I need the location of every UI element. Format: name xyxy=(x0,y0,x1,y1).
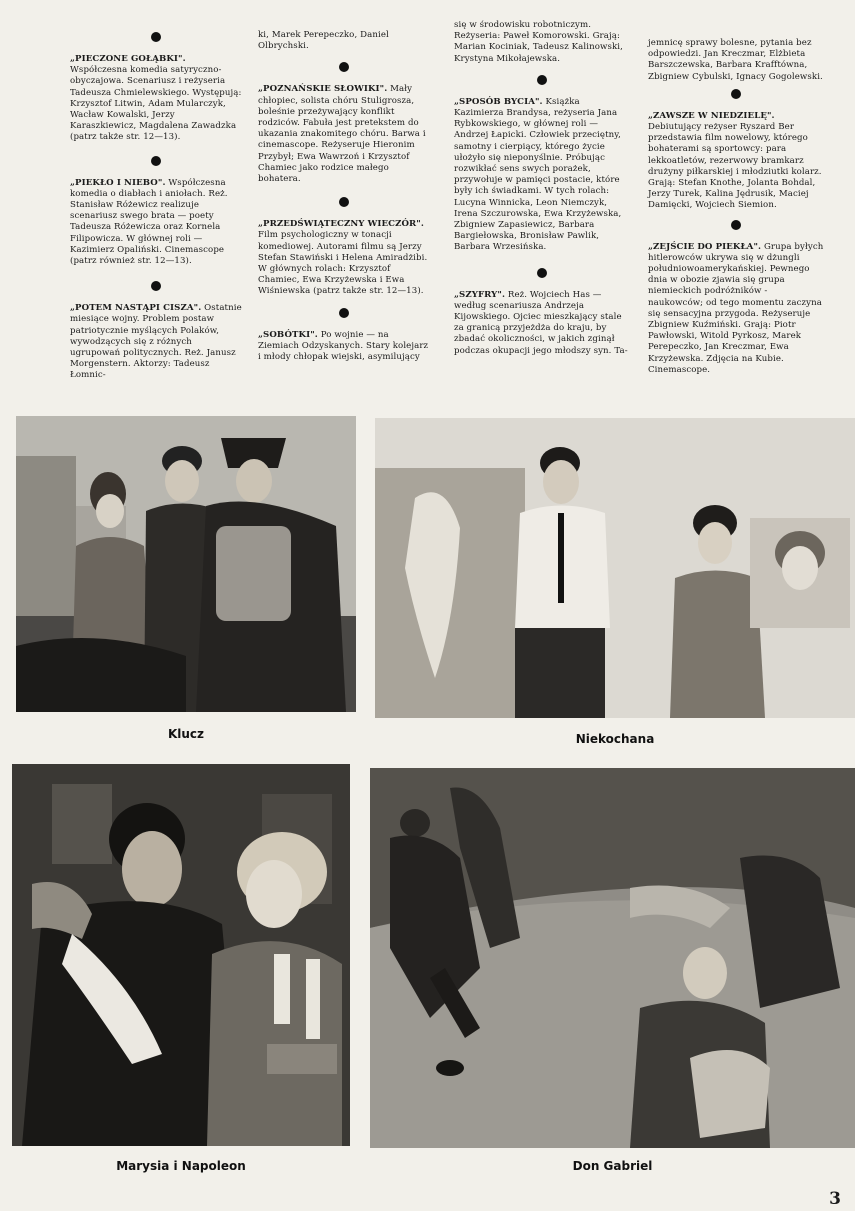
bullet-dot xyxy=(151,156,161,166)
film-entry xyxy=(258,219,430,297)
photo-caption: Klucz xyxy=(167,727,205,741)
bullet-dot xyxy=(537,268,547,278)
still-photo-klucz xyxy=(16,416,356,712)
bullet-dot xyxy=(339,308,349,318)
bullet-dot xyxy=(151,32,161,42)
film-entry xyxy=(454,97,630,254)
bullet-dot xyxy=(731,220,741,230)
continued-text: ki, Marek Perepeczko, Daniel Olbrychski. xyxy=(258,30,389,52)
film-title: „PIEKŁO I NIEBO". xyxy=(70,177,166,188)
text-column-3 xyxy=(454,20,630,357)
bullet-dot xyxy=(537,75,547,85)
film-entry xyxy=(70,54,242,144)
still-photo-niekochana xyxy=(375,418,855,718)
text-column-1 xyxy=(70,28,242,382)
still-photo-don-gabriel xyxy=(370,768,855,1148)
film-description: Ostatnie miesiące wojny. Problem postaw patriotycznie myślących Polaków, wywodzących się z różnych ugrupowań politycznych. Reż. Janusz Morgenstern. Aktorzy: Tadeusz Łomnic- xyxy=(70,303,242,381)
film-title: „SZYFRY". xyxy=(454,289,506,300)
photo-caption: Marysia i Napoleon xyxy=(116,1159,246,1173)
film-entry xyxy=(648,242,824,376)
page-number: 3 xyxy=(829,1189,841,1209)
film-title: „PRZEDŚWIĄTECZNY WIECZÓR". xyxy=(258,219,424,230)
film-title: „POZNAŃSKIE SŁOWIKI". xyxy=(258,84,388,95)
continued-text: jemnicę sprawy bolesne, pytania bez odpowiedzi. Jan Kreczmar, Elżbieta Barszczewska, Barbara Krafftówna, Zbigniew Cybulski, Ignacy Gogolewski. xyxy=(648,38,823,82)
film-title: „ZEJŚCIE DO PIEKŁA". xyxy=(648,241,762,252)
bullet-dot xyxy=(151,281,161,291)
film-description: Współczesna komedia satyryczno-obyczajowa. Scenariusz i reżyseria Tadeusza Chmielewskiego. Występują: Krzysztof Litwin, Adam Mularczyk, Wacław Kowalski, Jerzy Karaszkiewicz, Magdalena Zawadzka (patrz także str. 12—13). xyxy=(70,65,242,143)
text-column-4 xyxy=(648,38,824,376)
continued-text: się w środowisku robotniczym. Reżyseria: Paweł Komorowski. Grają: Marian Kociniak, Tadeusz Kalinowski, Krystyna Mikołajewska. xyxy=(454,20,623,64)
photo-caption: Don Gabriel xyxy=(572,1159,653,1173)
film-title: „SOBÓTKI". xyxy=(258,329,318,340)
film-description: Książka Kazimierza Brandysa, reżyseria Jana Rybkowskiego, w głównej roli — Andrzej Łapicki. Człowiek przeciętny, samotny i cierpiący, którego życie ułożyło się nieponyślnie. Próbując rozwikłać sens swych porażek, przywołuje w pamięci postacie, które były ich świadkami. W tych rolach: Lucyna Winnicka, Leon Niemczyk, Irena Szczurowska, Ewa Krzyżewska, Zbigniew Zapasiewicz, Barbara Bargiełowska, Bronisław Pawlik, Barbara Wrzesińska. xyxy=(454,96,622,253)
film-description: Debiutujący reżyser Ryszard Ber przedstawia film nowelowy, którego bohaterami są sportowcy: para lekkoatletów, rezerwowy bramkarz drużyny piłkarskiej i młodziutki kolarz. Grają: Stefan Knothe, Jolanta Bohdal, Jerzy Turek, Kalina Jędrusik, Maciej Damięcki, Wojciech Siemion. xyxy=(648,122,822,211)
film-title: „PIECZONE GOŁĄBKI". xyxy=(70,54,186,64)
film-entry xyxy=(454,290,630,357)
film-description: Film psychologiczny w tonacji komediowej. Autorami filmu są Jerzy Stefan Stawiński i Helena Amiradżibi. W głównych rolach: Krzysztof Chamiec, Ewa Krzyżewska i Ewa Wiśniewska (patrz także str. 12—13). xyxy=(258,230,428,297)
bullet-dot xyxy=(339,197,349,207)
film-description: Grupa byłych hitlerowców ukrywa się w dżungli południowoamerykańskiej. Pewnego dnia w obozie zjawia się grupa niemieckich podróżników - naukowców; od tego momentu zaczyna się sensacyjna przygoda. Reżyseruje Zbigniew Kuźmiński. Grają: Piotr Pawłowski, Witold Pyrkosz, Marek Perepeczko, Jan Kreczmar, Ewa Krzyżewska. Zdjęcia na Kubie. Cinemascope. xyxy=(648,241,824,375)
film-entry xyxy=(258,84,430,185)
film-title: „SPOSÓB BYCIA". xyxy=(454,96,543,107)
film-title: „ZAWSZE W NIEDZIELĘ". xyxy=(648,110,775,121)
still-photo-marysia-i-napoleon xyxy=(12,764,350,1146)
bullet-dot xyxy=(731,89,741,99)
film-description: Po wojnie — na Ziemiach Odzyskanych. Stary kolejarz i młody chłopak wiejski, asymilujący xyxy=(258,329,429,363)
film-description: Współczesna komedia o diabłach i aniołach. Reż. Stanisław Różewicz realizuje scenariusz swego brata — poety Tadeusza Różewicza oraz Kornela Filipowicza. W głównej roli — Kazimierz Opaliński. Cinemascope (patrz również str. 12—13). xyxy=(70,177,228,267)
text-column-2 xyxy=(258,30,430,363)
film-title: „POTEM NASTĄPI CISZA". xyxy=(70,303,202,314)
film-entry xyxy=(648,111,824,212)
film-description: Mały chłopiec, solista chóru Stuligrosza, boleśnie przeżywający konflikt rodziców. Fabuła jest pretekstem do ukazania znakomitego chóru. Barwa i cinemascope. Reżyseruje Hieronim Przybył; Ewa Wawrzoń i Krzysztof Chamiec jako rodzice małego bohatera. xyxy=(258,84,426,185)
film-entry xyxy=(258,330,430,364)
film-description: Reż. Wojciech Has — według scenariusza Andrzeja Kijowskiego. Ojciec mieszkający stale za granicą przyjeżdża do kraju, by zbadać okoliczności, w jakich zginął podczas okupacji jego młodszy syn. Ta- xyxy=(454,289,628,356)
film-entry xyxy=(70,303,242,381)
bullet-dot xyxy=(339,62,349,72)
photo-caption: Niekochana xyxy=(575,732,655,746)
film-entry xyxy=(70,178,242,268)
